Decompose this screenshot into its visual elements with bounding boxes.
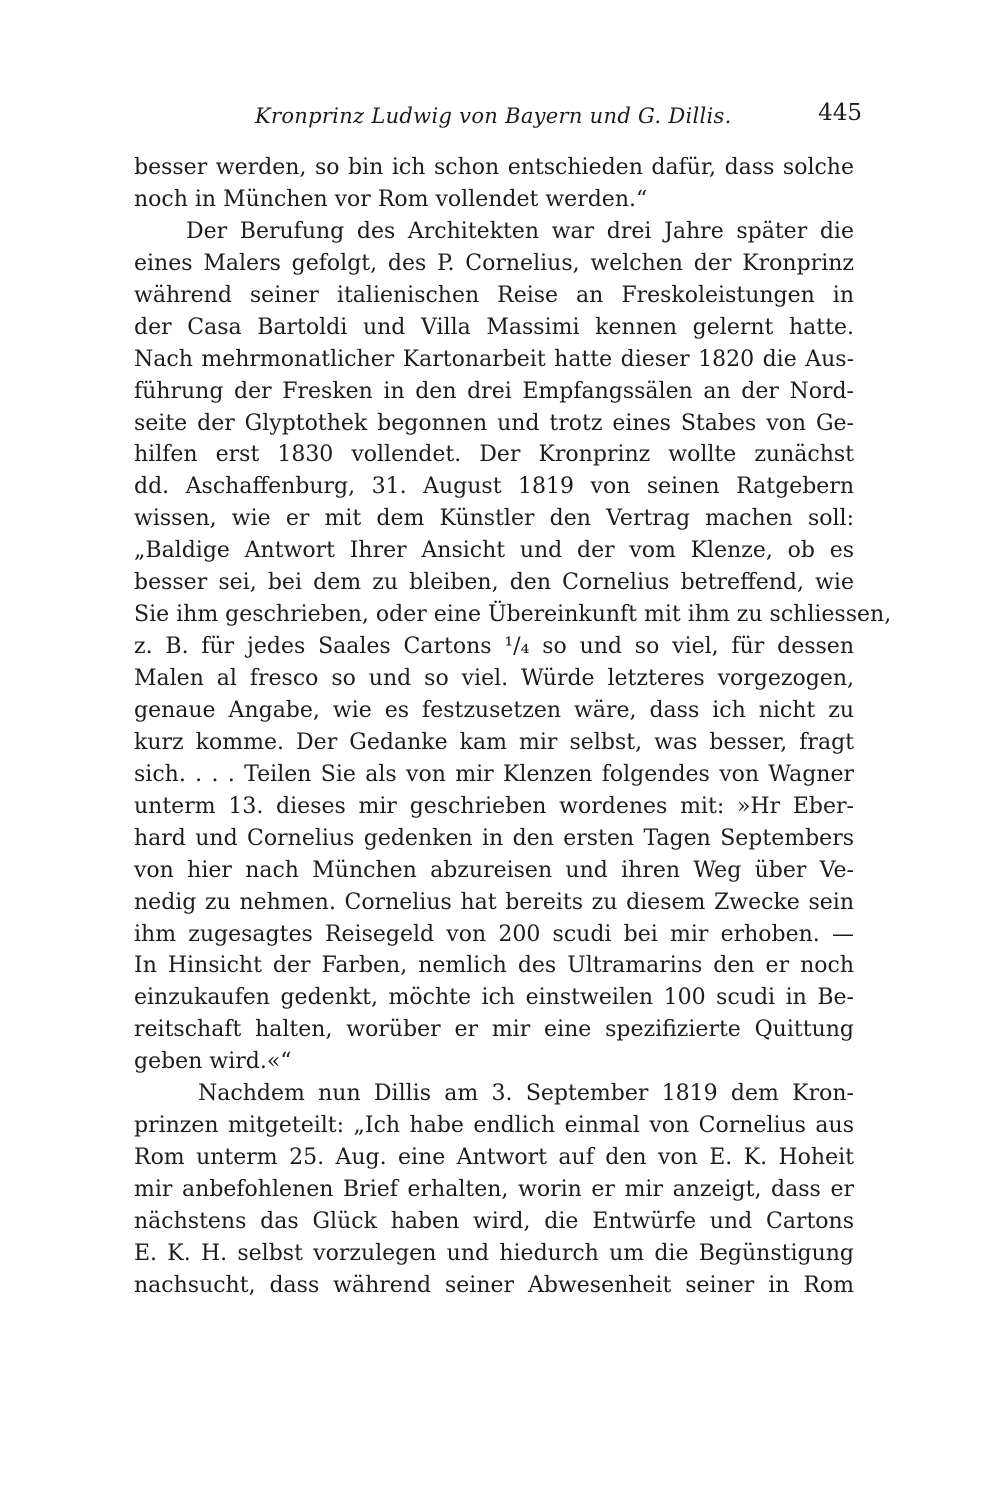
text-line: In Hinsicht der Farben, nemlich des Ultramarins den er noch: [134, 953, 854, 979]
text-line: geben wird.«“: [134, 1049, 292, 1075]
text-line: sich. . . . Teilen Sie als von mir Klenzen folgendes von Wagner: [134, 761, 854, 787]
text-line: mir anbefohlenen Brief erhalten, worin er mir anzeigt, dass er: [134, 1177, 854, 1202]
text-line: Sie ihm geschrieben, oder eine Übereinkunft mit ihm zu schliessen,: [134, 602, 892, 628]
text-line: kurz komme. Der Gedanke kam mir selbst, was besser, fragt: [134, 729, 854, 755]
text-line: hard und Cornelius gedenken in den ersten Tagen Septembers: [134, 825, 854, 851]
text-line: Der Berufung des Architekten war drei Jahre später die: [186, 218, 854, 244]
body-text: [134, 152, 892, 1302]
text-line: unterm 13. dieses mir geschrieben wordenes mit: »Hr Eber-: [134, 793, 854, 819]
text-line: genaue Angabe, wie es festzusetzen wäre, dass ich nicht zu: [134, 697, 854, 723]
text-line: nedig zu nehmen. Cornelius hat bereits zu diesem Zwecke sein: [134, 889, 854, 915]
text-line: noch in München vor Rom vollendet werden.“: [134, 186, 648, 212]
text-line: hilfen erst 1830 vollendet. Der Kronprinz wollte zunächst: [134, 442, 854, 468]
text-line: z. B. für jedes Saales Cartons ¹/₄ so und so viel, für dessen: [134, 634, 854, 660]
text-line: wissen, wie er mit dem Künstler den Vertrag machen soll:: [134, 506, 854, 532]
text-line: Rom unterm 25. Aug. eine Antwort auf den von E. K. Hoheit: [134, 1145, 854, 1171]
text-line: einzukaufen gedenkt, möchte ich einstweilen 100 scudi in Be-: [134, 985, 854, 1011]
text-line: von hier nach München abzureisen und ihren Weg über Ve-: [134, 857, 854, 883]
text-line: nächstens das Glück haben wird, die Entwürfe und Cartons: [134, 1208, 854, 1234]
text-line: E. K. H. selbst vorzulegen und hiedurch um die Begünstigung: [134, 1240, 854, 1266]
text-line: dd. Aschaffenburg, 31. August 1819 von seinen Ratgebern: [134, 474, 854, 500]
text-line: prinzen mitgeteilt: „Ich habe endlich einmal von Cornelius aus: [134, 1113, 854, 1139]
text-line: Malen al fresco so und so viel. Würde letzteres vorgezogen,: [134, 666, 854, 691]
text-line: Nachdem nun Dillis am 3. September 1819 dem Kron-: [198, 1081, 854, 1107]
text-line: „Baldige Antwort Ihrer Ansicht und der vom Klenze, ob es: [134, 538, 854, 564]
text-line: reitschaft halten, worüber er mir eine spezifizierte Quittung: [134, 1017, 854, 1043]
text-line: nachsucht, dass während seiner Abwesenheit seiner in Rom: [134, 1272, 854, 1298]
text-line: seite der Glyptothek begonnen und trotz eines Stabes von Ge-: [134, 410, 854, 436]
text-line: während seiner italienischen Reise an Freskoleistungen in: [134, 282, 854, 308]
text-line: führung der Fresken in den drei Empfangssälen an der Nord-: [134, 378, 854, 404]
text-line: Nach mehrmonatlicher Kartonarbeit hatte dieser 1820 die Aus-: [134, 346, 854, 372]
running-header: Kronprinz Ludwig von Bayern und G. Dillis.: [255, 104, 732, 128]
text-line: besser sei, bei dem zu bleiben, den Cornelius betreffend, wie: [134, 570, 854, 596]
text-line: eines Malers gefolgt, des P. Cornelius, welchen der Kronprinz: [134, 250, 854, 276]
text-line: der Casa Bartoldi und Villa Massimi kennen gelernt hatte.: [134, 314, 854, 340]
text-line: ihm zugesagtes Reisegeld von 200 scudi bei mir erhoben. —: [134, 921, 854, 947]
page-number: 445: [818, 100, 862, 126]
text-line: besser werden, so bin ich schon entschieden dafür, dass solche: [134, 155, 854, 180]
